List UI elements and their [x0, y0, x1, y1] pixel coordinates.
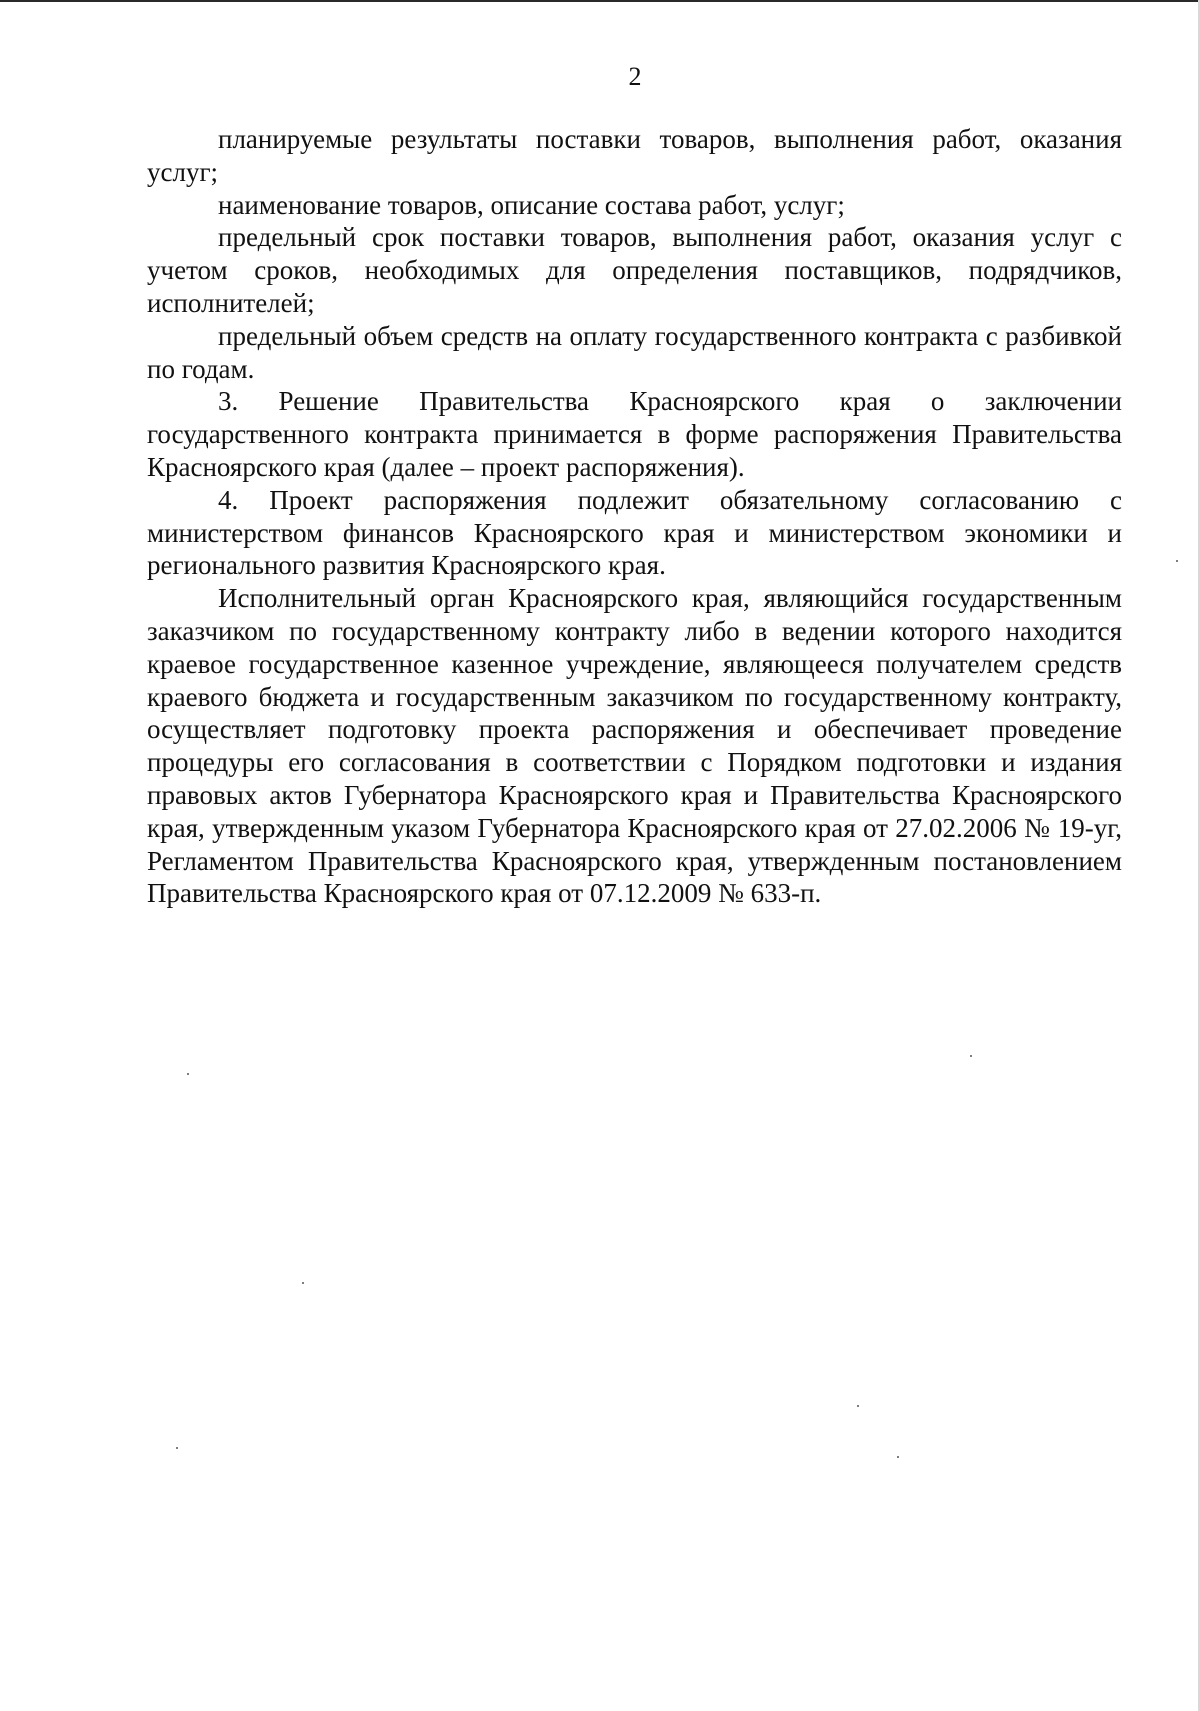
- scan-speck: [176, 1447, 178, 1449]
- scan-speck: [1176, 560, 1178, 562]
- page-number: 2: [628, 62, 642, 91]
- paragraph-item-3: 3. Решение Правительства Красноярского края о заключении государственного контракта принимается в форме распоряжения Правительства Красноярского края (далее – проект распоряжения).: [147, 386, 1122, 482]
- scan-speck: [302, 1282, 304, 1284]
- paragraph-executive-body: Исполнительный орган Красноярского края, являющийся государственным заказчиком по государственному контракту либо в ведении которого находится краевое государственное казенное учреждение, являющееся получателем средств краевого бюджета и государственным заказчиком по государственному контракту, осуществляет подготовку проекта распоряжения и обеспечивает проведение процедуры его согласования в соответствии с Порядком подготовки и издания правовых актов Губернатора Красноярского края и Правительства Красноярского края, утвержденным указом Губернатора Красноярского края от 27.02.2006 № 19-уг, Регламентом Правительства Красноярского края, утвержденным постановлением Правительства Красноярского края от 07.12.2009 № 633-п.: [147, 583, 1122, 909]
- scan-speck: [970, 1055, 972, 1057]
- paragraph-planned-results: планируемые результаты поставки товаров, выполнения работ, оказания услуг;: [147, 124, 1122, 187]
- paragraph-funds-limit: предельный объем средств на оплату государственного контракта с разбивкой по годам.: [147, 320, 1122, 384]
- scan-speck: [187, 1073, 189, 1075]
- paragraph-deadline: предельный срок поставки товаров, выполнения работ, оказания услуг с учетом сроков, необходимых для определения поставщиков, подрядчиков, исполнителей;: [147, 222, 1122, 318]
- scan-speck: [897, 1456, 899, 1458]
- paragraph-item-4: 4. Проект распоряжения подлежит обязательному согласованию с министерством финансов Красноярского края и министерством экономики и регионального развития Красноярского края.: [147, 484, 1122, 581]
- scan-border-top: [0, 0, 1200, 2]
- scan-speck: [857, 1405, 859, 1407]
- document-body: [147, 123, 1122, 910]
- paragraph-goods-name: наименование товаров, описание состава работ, услуг;: [218, 189, 845, 220]
